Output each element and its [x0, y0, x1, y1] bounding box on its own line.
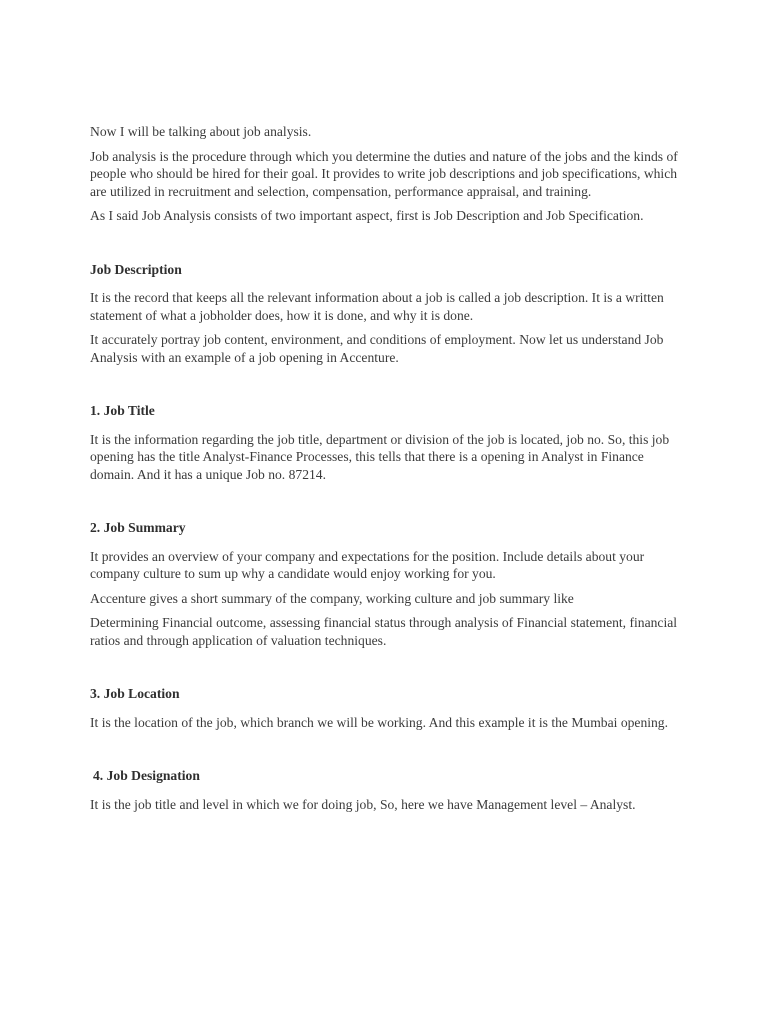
intro-aspects: As I said Job Analysis consists of two important aspect, first is Job Description and Job Specification. — [90, 208, 644, 223]
spacer — [90, 490, 690, 519]
job-summary-para-1: It provides an overview of your company and expectations for the position. Include details about your company culture to sum up why a candidate would enjoy working for you. — [90, 548, 645, 581]
heading-job-summary: 2. Job Summary — [90, 520, 186, 535]
intro-definition: Job analysis is the procedure through which you determine the duties and nature of the jobs and the kinds of people who should be hired for their goal. It provides to write job descriptions and job specifications, which are utilized in recruitment and selection, compensation, performance appraisal, and training. — [90, 148, 678, 199]
job-summary-para-2: Accenture gives a short summary of the company, working culture and job summary like — [90, 590, 574, 606]
job-description-para-2: It accurately portray job content, environment, and conditions of employment. Now let us understand Job Analysis with an example of a job opening in Accenture. — [90, 332, 664, 365]
spacer — [90, 232, 690, 261]
job-designation-para-1: It is the job title and level in which we for doing job, So, here we have Management level – Analyst. — [90, 796, 636, 812]
heading-job-title: 1. Job Title — [90, 403, 155, 418]
spacer — [90, 373, 690, 402]
job-title-para-1: It is the information regarding the job title, department or division of the job is located, job no. So, this job opening has the title Analyst-Finance Processes, this tells that there is a opening in Analyst in Finance domain. And it has a unique Job no. 87214. — [90, 431, 670, 482]
intro-opening-line: Now I will be talking about job analysis. — [90, 124, 312, 139]
job-location-para-1: It is the location of the job, which branch we will be working. And this example it is the Mumbai opening. — [90, 714, 669, 730]
heading-job-designation: 4. Job Designation — [93, 768, 200, 783]
document-body — [90, 123, 690, 820]
spacer — [90, 738, 690, 767]
job-description-para-1: It is the record that keeps all the relevant information about a job is called a job description. It is a written statement of what a jobholder does, how it is done, and why it is done. — [90, 290, 664, 323]
heading-job-description: Job Description — [90, 261, 182, 277]
job-summary-para-3: Determining Financial outcome, assessing financial status through analysis of Financial statement, financial ratios and through application of valuation techniques. — [90, 615, 678, 648]
heading-job-location: 3. Job Location — [90, 686, 180, 701]
spacer — [90, 656, 690, 685]
